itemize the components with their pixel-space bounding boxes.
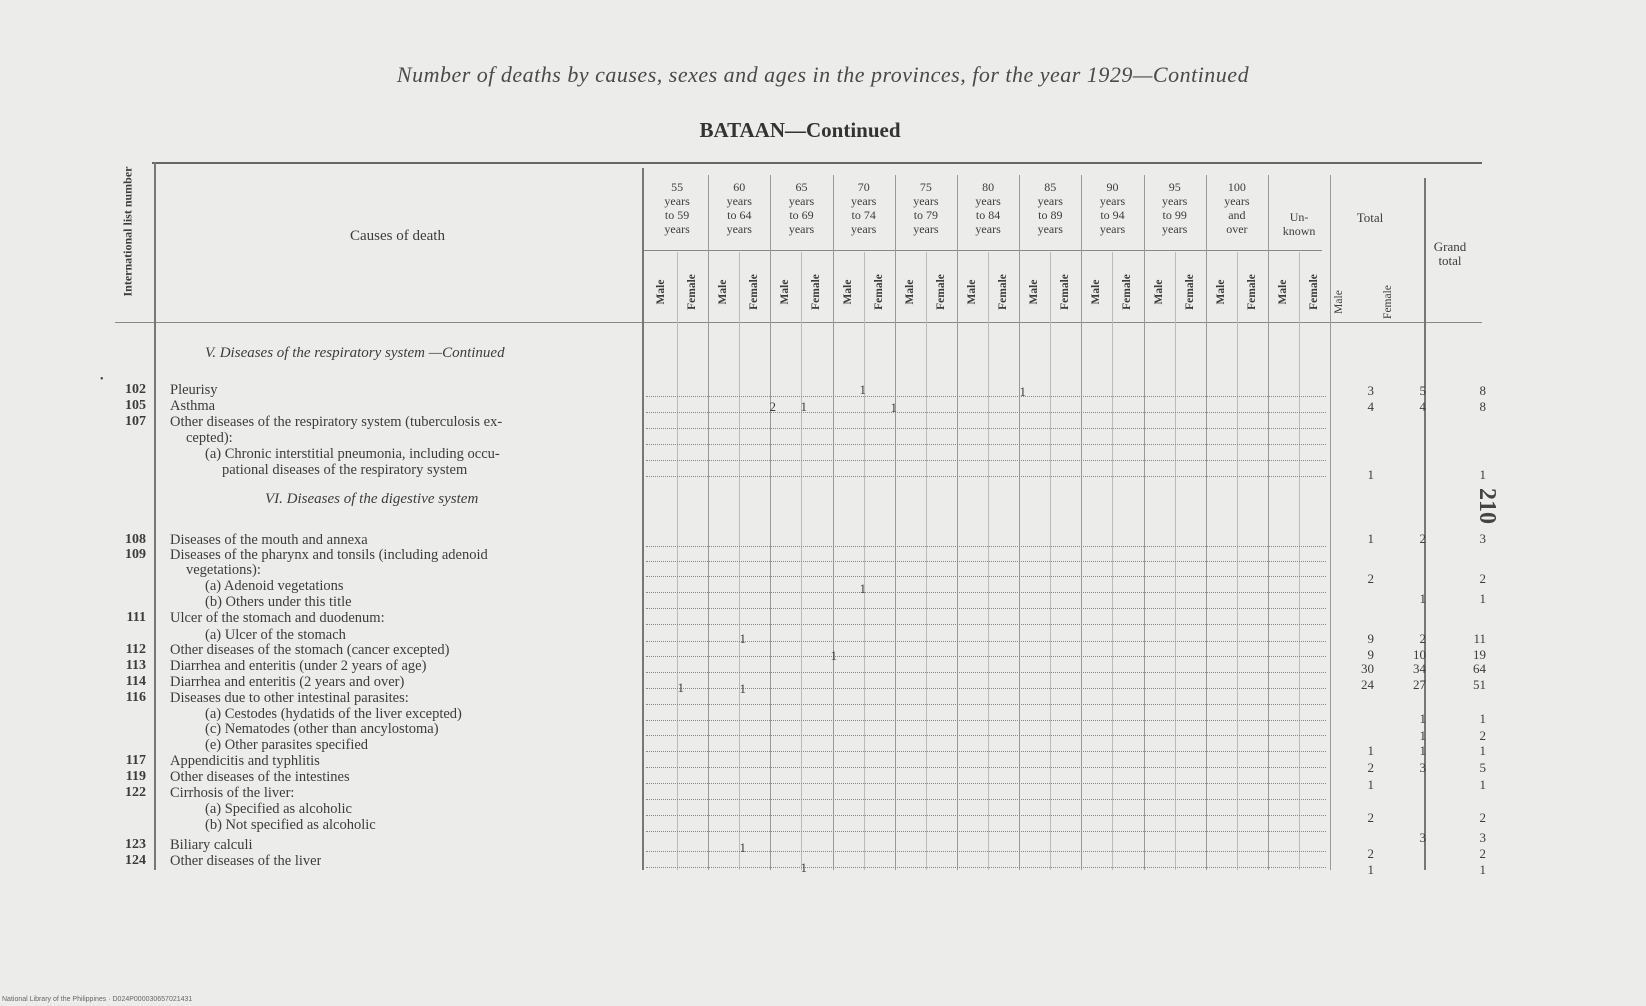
age-group-line: 90: [1106, 180, 1119, 194]
age-group-header-1: [708, 180, 770, 236]
cell-ulcer-60m: 1: [739, 631, 746, 646]
cause-label: Asthma: [170, 398, 216, 414]
intl-number: 102: [125, 382, 146, 397]
row-leader: [646, 851, 1326, 852]
grand-total-value: 8: [1479, 399, 1486, 414]
causes-header: Causes of death: [350, 228, 445, 244]
total-female-value: 4: [1419, 399, 1426, 414]
age-group-header-3: [833, 180, 895, 236]
grand-total-label-1: Grand: [1433, 239, 1467, 254]
intl-number: 122: [125, 785, 146, 800]
total-female-value: 2: [1419, 631, 1426, 646]
sex-header-female: Female: [810, 274, 823, 310]
total-female-value: 34: [1413, 661, 1426, 676]
intl-number: 119: [125, 769, 146, 784]
cause-label: Pleurisy: [170, 382, 218, 398]
total-male-value: 9: [1367, 631, 1374, 646]
total-header: Total: [1356, 210, 1384, 225]
intl-number: 107: [125, 414, 146, 429]
grand-total-value: 2: [1479, 810, 1486, 825]
age-group-line: 55: [671, 180, 684, 194]
sex-header-male: Male: [841, 279, 854, 305]
sex-header-female: Female: [1245, 274, 1258, 310]
row-leader: [646, 656, 1326, 657]
cause-label: (a) Adenoid vegetations: [205, 578, 344, 594]
header-mid-rule: [642, 250, 1322, 251]
age-group-line: years: [913, 222, 939, 236]
cause-label: Ulcer of the stomach and duodenum:: [170, 610, 385, 626]
age-group-line: years: [1099, 194, 1126, 208]
total-male-value: 3: [1367, 383, 1374, 398]
total-male-value: 24: [1361, 677, 1374, 692]
col-rule: [895, 175, 896, 870]
col-rule: [1206, 175, 1207, 870]
total-male-value: 1: [1367, 862, 1374, 877]
row-leader: [646, 704, 1326, 705]
cause-label: Diarrhea and enteritis (2 years and over): [170, 674, 405, 690]
age-group-header-5: [957, 180, 1019, 236]
row-leader: [646, 444, 1326, 445]
total-sex-header-female: Female: [1382, 285, 1394, 319]
cause-label: Other diseases of the stomach (cancer excepted): [170, 642, 450, 658]
grand-total-value: 2: [1479, 571, 1486, 586]
grand-total-value: 1: [1479, 711, 1486, 726]
cause-label: (e) Other parasites specified: [205, 737, 369, 753]
row-leader: [646, 592, 1326, 593]
sex-header-male: Male: [903, 279, 916, 305]
cause-label: Biliary calculi: [170, 837, 253, 853]
sex-header-female: Female: [686, 274, 698, 310]
age-group-line: to 89: [1038, 208, 1063, 222]
age-group-header-6: [1019, 180, 1081, 236]
header-top-rule: [152, 162, 1482, 164]
grand-total-value: 1: [1479, 777, 1486, 792]
col-divider-num: [154, 162, 156, 870]
total-female-value: 1: [1419, 711, 1426, 726]
margin-mark: •: [100, 374, 104, 385]
col-rule: [1268, 175, 1269, 870]
total-male-value: 2: [1367, 810, 1374, 825]
age-group-line: years: [664, 222, 690, 236]
age-group-line: years: [1037, 194, 1063, 208]
age-group-line: 85: [1044, 180, 1057, 194]
age-group-line: years: [913, 194, 939, 208]
sex-header-female: Female: [1121, 274, 1134, 310]
section-respiratory: V. Diseases of the respiratory system —Continued: [205, 345, 505, 361]
cause-label: Diseases of the pharynx and tonsils (including adenoid: [170, 547, 488, 563]
row-leader: [646, 624, 1326, 625]
row-leader: [646, 831, 1326, 832]
sex-header-female: Female: [934, 274, 947, 310]
grand-total-value: 19: [1473, 647, 1486, 662]
row-leader: [646, 476, 1326, 477]
age-group-line: and: [1228, 208, 1246, 222]
row-leader: [646, 815, 1326, 816]
age-group-line: 65: [795, 180, 808, 194]
row-leader: [646, 561, 1326, 562]
grand-total-value: 2: [1479, 846, 1486, 861]
page-subtitle: BATAAN—Continued: [699, 118, 901, 142]
age-group-line: 95: [1168, 180, 1181, 194]
cell-biliary-60m: 1: [739, 840, 746, 855]
cause-label: Cirrhosis of the liver:: [170, 785, 295, 801]
total-female-value: 3: [1419, 760, 1426, 775]
total-female-value: 2: [1419, 531, 1426, 546]
total-male-value: 4: [1367, 399, 1374, 414]
intl-number: 117: [125, 753, 146, 768]
age-group-line: to 64: [727, 208, 752, 222]
age-group-header-7: [1081, 180, 1143, 236]
total-male-value: 30: [1361, 661, 1374, 676]
row-leader: [646, 641, 1326, 642]
row-leader: [646, 751, 1326, 752]
sex-header-male: Male: [717, 279, 730, 305]
age-group-line: to 94: [1100, 208, 1125, 222]
cell-diarrhea-55m: 1: [677, 680, 684, 695]
total-male-value: 9: [1367, 647, 1374, 662]
intl-number: 105: [125, 398, 146, 413]
footer-credit: National Library of the Philippines · D024P000030657021431: [2, 996, 193, 1003]
sex-header-female: Female: [748, 274, 761, 310]
col-rule: [957, 175, 958, 870]
cause-label: Diarrhea and enteritis (under 2 years of age): [170, 658, 427, 674]
sex-header-female: Female: [997, 274, 1009, 310]
cell-pleurisy-80f: 1: [1019, 384, 1026, 399]
age-group-line: years: [1162, 194, 1188, 208]
grand-total-value: 11: [1473, 631, 1486, 646]
col-rule: [708, 175, 709, 870]
total-male-value: 1: [1367, 467, 1374, 482]
cell-diarrhea-60m: 1: [739, 681, 746, 696]
total-male-value: 1: [1367, 743, 1374, 758]
intl-number: 116: [125, 690, 146, 705]
cause-label: pational diseases of the respiratory system: [222, 462, 468, 478]
age-group-line: years: [975, 222, 1001, 236]
row-leader: [646, 460, 1326, 461]
intl-number: 109: [125, 547, 146, 562]
cause-label: Other diseases of the respiratory system (tuberculosis ex-: [170, 414, 503, 430]
cause-label: Diseases of the mouth and annexa: [170, 532, 368, 548]
age-group-line: [1268, 238, 1330, 252]
grand-total-value: 1: [1479, 743, 1486, 758]
cause-label: Other diseases of the intestines: [170, 769, 350, 785]
age-group-line: to 69: [789, 208, 814, 222]
row-leader: [646, 396, 1326, 397]
grand-total-header: [1420, 240, 1480, 268]
cause-label: (a) Ulcer of the stomach: [205, 627, 346, 643]
col-rule: [770, 175, 771, 870]
sex-header-male: Male: [1214, 279, 1227, 305]
col-rule: [1144, 175, 1145, 870]
grand-total-value: 51: [1473, 677, 1486, 692]
intl-list-header: International list number: [120, 166, 135, 297]
cause-label: Other diseases of the liver: [170, 853, 322, 869]
sex-header-male: Male: [655, 279, 667, 305]
total-sex-header-male: Male: [1333, 290, 1345, 314]
cause-label: (b) Others under this title: [205, 594, 352, 610]
grand-total-value: 1: [1479, 862, 1486, 877]
cell-asthma-60f: 2: [769, 399, 776, 414]
age-group-header-8: [1144, 180, 1206, 236]
row-leader: [646, 720, 1326, 721]
sex-header-male: Male: [966, 279, 978, 305]
age-group-line: years: [1037, 222, 1063, 236]
grand-total-value: 3: [1479, 830, 1486, 845]
intl-number: 108: [125, 532, 146, 547]
age-group-header-2: [770, 180, 832, 236]
age-group-line: known: [1282, 224, 1316, 238]
total-female-value: 10: [1413, 647, 1426, 662]
age-group-line: Un-: [1289, 210, 1309, 224]
total-female-value: 5: [1419, 383, 1426, 398]
sex-header-female: Female: [872, 274, 885, 310]
age-group-line: years: [851, 194, 877, 208]
cause-label: (a) Chronic interstitial pneumonia, including occu-: [205, 446, 500, 462]
grand-total-value: 5: [1479, 760, 1486, 775]
cause-label: vegetations):: [186, 562, 261, 578]
row-leader: [646, 767, 1326, 768]
sex-header-female: Female: [1308, 274, 1320, 310]
row-leader: [646, 546, 1326, 547]
total-male-value: 1: [1367, 777, 1374, 792]
section-digestive: VI. Diseases of the digestive system: [265, 491, 479, 507]
row-leader: [646, 412, 1326, 413]
intl-number: 124: [125, 853, 146, 868]
total-female-value: 1: [1419, 591, 1426, 606]
col-rule: [1019, 175, 1020, 870]
total-female-value: 1: [1419, 728, 1426, 743]
age-group-line: to 74: [851, 208, 876, 222]
cell-asthma-65m: 1: [800, 399, 807, 414]
total-female-value: 3: [1419, 830, 1426, 845]
cell-liver-65m: 1: [800, 860, 807, 875]
grand-total-value: 2: [1479, 728, 1486, 743]
sex-header-female: Female: [1183, 274, 1196, 310]
total-female-value: 27: [1413, 677, 1426, 692]
age-group-line: 60: [733, 180, 746, 194]
cell-stomach-65f: 1: [830, 648, 837, 663]
sex-header-male: Male: [1277, 279, 1289, 305]
age-group-line: years: [1099, 222, 1126, 236]
intl-number: 114: [125, 674, 146, 689]
page-number: 210: [1474, 488, 1500, 524]
row-leader: [646, 867, 1326, 868]
cause-label: (c) Nematodes (other than ancylostoma): [205, 721, 439, 737]
age-group-line: years: [1162, 222, 1188, 236]
grand-total-value: 3: [1479, 531, 1486, 546]
row-leader: [646, 608, 1326, 609]
sex-header-male: Male: [1028, 279, 1041, 305]
age-group-line: 70: [857, 180, 870, 194]
grand-total-value: 8: [1479, 383, 1486, 398]
row-leader: [646, 576, 1326, 577]
age-group-line: to 59: [664, 208, 690, 222]
total-male-value: 2: [1367, 571, 1374, 586]
age-group-line: years: [788, 222, 815, 236]
grand-total-value: 64: [1473, 661, 1486, 676]
cell-asthma-70f: 1: [890, 400, 897, 415]
age-group-line: 75: [919, 180, 932, 194]
age-group-line: to 84: [975, 208, 1001, 222]
intl-number: 113: [125, 658, 146, 673]
cause-label: (a) Specified as alcoholic: [205, 801, 352, 817]
col-rule: [1081, 175, 1082, 870]
grand-total-value: 1: [1479, 591, 1486, 606]
age-group-line: to 79: [913, 208, 939, 222]
page-title: Number of deaths by causes, sexes and ages in the provinces, for the year 1929—Continued: [396, 62, 1250, 87]
age-group-line: years: [975, 194, 1001, 208]
age-group-line: 80: [982, 180, 995, 194]
col-rule: [833, 175, 834, 870]
total-female-value: 1: [1419, 743, 1426, 758]
intl-number: 123: [125, 837, 146, 852]
cause-label: cepted):: [186, 430, 233, 446]
total-male-value: 2: [1367, 846, 1374, 861]
sex-header-male: Male: [1090, 279, 1103, 305]
col-rule: [1330, 175, 1331, 870]
grand-total-label-2: total: [1438, 253, 1462, 268]
cause-label: (b) Not specified as alcoholic: [205, 817, 376, 833]
age-group-line: years: [1224, 194, 1250, 208]
intl-number: 111: [126, 610, 146, 625]
row-leader: [646, 428, 1326, 429]
cell-pleurisy-70m: 1: [859, 382, 866, 397]
age-group-header-0: [646, 180, 708, 236]
age-group-line: 100: [1227, 180, 1246, 194]
row-leader: [646, 688, 1326, 689]
row-leader: [646, 735, 1326, 736]
intl-number: 112: [125, 642, 146, 657]
sex-header-male: Male: [779, 279, 792, 305]
age-group-line: years: [726, 222, 752, 236]
row-leader: [646, 799, 1326, 800]
age-group-line: years: [851, 222, 877, 236]
header-bottom-rule: [115, 322, 1482, 323]
age-group-line: years: [664, 194, 690, 208]
row-leader: [646, 783, 1326, 784]
cell-others-70m: 1: [859, 581, 866, 596]
sex-header-male: Male: [1152, 279, 1165, 305]
age-group-header-9: [1206, 180, 1268, 236]
cause-label: Appendicitis and typhlitis: [170, 753, 320, 769]
total-male-value: 2: [1367, 760, 1374, 775]
age-group-line: years: [788, 194, 815, 208]
sex-header-female: Female: [1059, 274, 1072, 310]
cause-label: (a) Cestodes (hydatids of the liver excepted): [205, 706, 462, 722]
age-group-header-4: [895, 180, 957, 236]
grand-total-value: 1: [1479, 467, 1486, 482]
age-group-line: over: [1226, 222, 1248, 236]
age-group-line: to 99: [1162, 208, 1187, 222]
row-leader: [646, 672, 1326, 673]
cause-label: Diseases due to other intestinal parasites:: [170, 690, 409, 706]
age-group-line: years: [726, 194, 752, 208]
col-divider-causes: [642, 168, 644, 870]
total-male-value: 1: [1367, 531, 1374, 546]
